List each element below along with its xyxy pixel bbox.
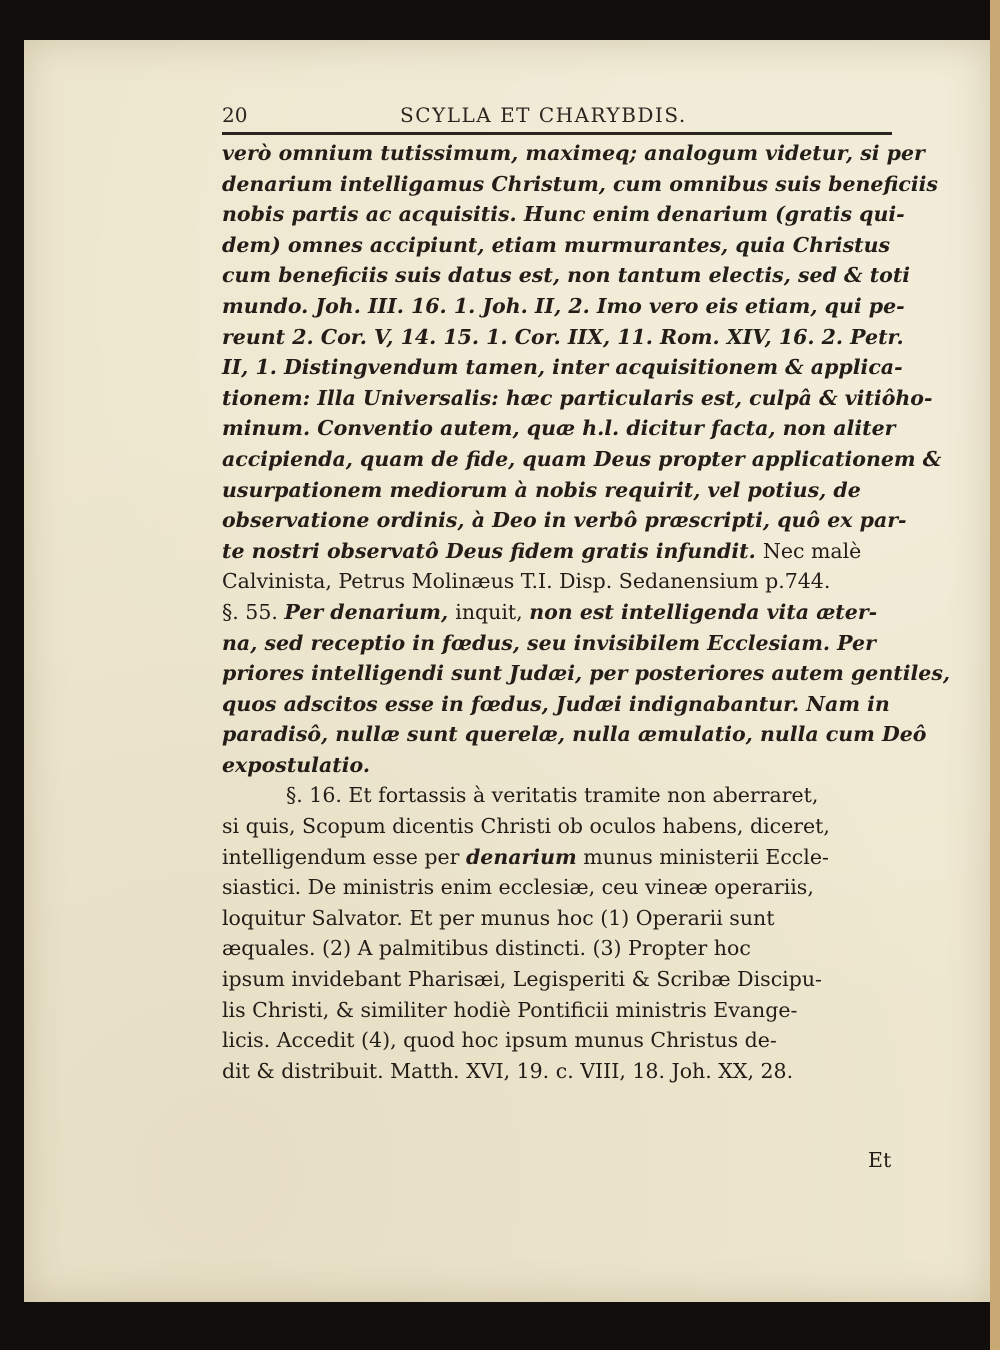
text-line [222, 780, 894, 811]
page-edge [990, 0, 1000, 1350]
italic-text: reunt 2. Cor. V, 14. 15. 1. Cor. IIX, 11. Rom. XIV, 16. 2. Petr. [222, 324, 904, 349]
italic-text: tionem: Illa Universalis: hæc particularis est, culpâ & vitiôho- [222, 385, 933, 410]
roman-text: æquales. (2) A palmitibus distincti. (3) Propter hoc [222, 936, 751, 961]
text-line [222, 260, 911, 291]
text-line [222, 719, 927, 750]
header-rule [222, 132, 892, 135]
italic-text: expostulatio. [222, 752, 370, 777]
text-line [222, 475, 894, 506]
italic-text: te nostri observatô Deus fidem gratis infundit. [222, 538, 763, 563]
italic-text: denarium [465, 844, 577, 869]
italic-text: observatione ordinis, à Deo in verbô præscripti, quô ex par- [222, 508, 907, 533]
text-line [222, 658, 951, 689]
text-line [222, 628, 894, 659]
text-line [222, 505, 907, 536]
italic-text: priores intelligendi sunt Judæi, per posteriores autem gentiles, [222, 661, 951, 686]
italic-text: denarium intelligamus Christum, cum omnibus suis beneficiis [222, 171, 938, 196]
running-title: SCYLLA ET CHARYBDIS. [400, 103, 687, 127]
page-number: 20 [222, 103, 248, 127]
text-line [222, 383, 933, 414]
body-text [222, 138, 951, 1086]
text-line [222, 1025, 894, 1056]
italic-text: cum beneficiis suis datus est, non tantum electis, sed & toti [222, 263, 911, 288]
text-line [222, 689, 894, 720]
text-line [222, 903, 894, 934]
italic-text: quos adscitos esse in fœdus, Judæi indignabantur. Nam in [222, 691, 890, 716]
italic-text: accipienda, quam de fide, quam Deus propter applicationem & [222, 446, 942, 471]
text-line [222, 230, 894, 261]
text-line [222, 444, 942, 475]
text-line [222, 964, 894, 995]
roman-text: §. 55. [222, 599, 285, 624]
roman-text: si quis, Scopum dicentis Christi ob oculos habens, diceret, [222, 814, 830, 839]
text-line [222, 1056, 894, 1087]
roman-text: inquit, [455, 599, 530, 624]
text-line [222, 138, 925, 169]
italic-text: verò omnium tutissimum, maximeq; analogum videtur, si per [222, 141, 925, 165]
italic-text: non est intelligenda vita æter- [529, 599, 878, 624]
text-line [222, 750, 894, 781]
italic-text: na, sed receptio in fœdus, seu invisibilem Ecclesiam. Per [222, 630, 876, 655]
text-line [222, 872, 894, 903]
roman-text: Calvinista, Petrus Molinæus T.I. Disp. Sedanensium p.744. [222, 569, 831, 594]
roman-text: intelligendum esse per [222, 844, 466, 869]
italic-text: usurpationem mediorum à nobis requirit, vel potius, de [222, 477, 861, 502]
catchword: Et [868, 1148, 892, 1172]
roman-text: siastici. De ministris enim ecclesiæ, ceu vineæ operariis, [222, 875, 814, 900]
roman-text: loquitur Salvator. Et per munus hoc (1) Operarii sunt [222, 905, 775, 930]
text-line [222, 322, 904, 353]
italic-text: minum. Conventio autem, quæ h.l. dicitur facta, non aliter [222, 416, 896, 441]
roman-text: dit & distribuit. Matth. XVI, 19. c. VIII, 18. Joh. XX, 28. [222, 1058, 794, 1083]
text-line [222, 199, 905, 230]
text-line [222, 291, 905, 322]
text-line [222, 169, 938, 200]
text-line [222, 811, 894, 842]
italic-text: paradisô, nullæ sunt querelæ, nulla æmulatio, nulla cum Deô [222, 722, 927, 747]
roman-text: licis. Accedit (4), quod hoc ipsum munus Christus de- [222, 1028, 777, 1053]
italic-text: Per denarium, [284, 599, 456, 624]
roman-text: Nec malè [762, 538, 862, 563]
page-header [222, 101, 892, 131]
roman-text: munus ministerii Eccle- [576, 844, 829, 869]
text-line [222, 352, 903, 383]
italic-text: nobis partis ac acquisitis. Hunc enim denarium (gratis qui- [222, 202, 905, 227]
roman-text: §. 16. Et fortassis à veritatis tramite non aberraret, [286, 783, 819, 808]
text-line [222, 842, 894, 873]
text-line [222, 413, 894, 444]
italic-text: mundo. Joh. III. 16. 1. Joh. II, 2. Imo vero eis etiam, qui pe- [222, 293, 905, 318]
text-line [222, 995, 894, 1026]
text-line [222, 933, 894, 964]
text-line [222, 566, 894, 597]
italic-text: dem) omnes accipiunt, etiam murmurantes, quia Christus [222, 232, 891, 257]
roman-text: lis Christi, & similiter hodiè Pontificii ministris Evange- [222, 997, 798, 1022]
roman-text: ipsum invidebant Pharisæi, Legisperiti & Scribæ Discipu- [222, 967, 822, 992]
italic-text: II, 1. Distingvendum tamen, inter acquisitionem & applica- [222, 355, 903, 380]
text-line [222, 597, 894, 628]
text-line [222, 536, 894, 567]
